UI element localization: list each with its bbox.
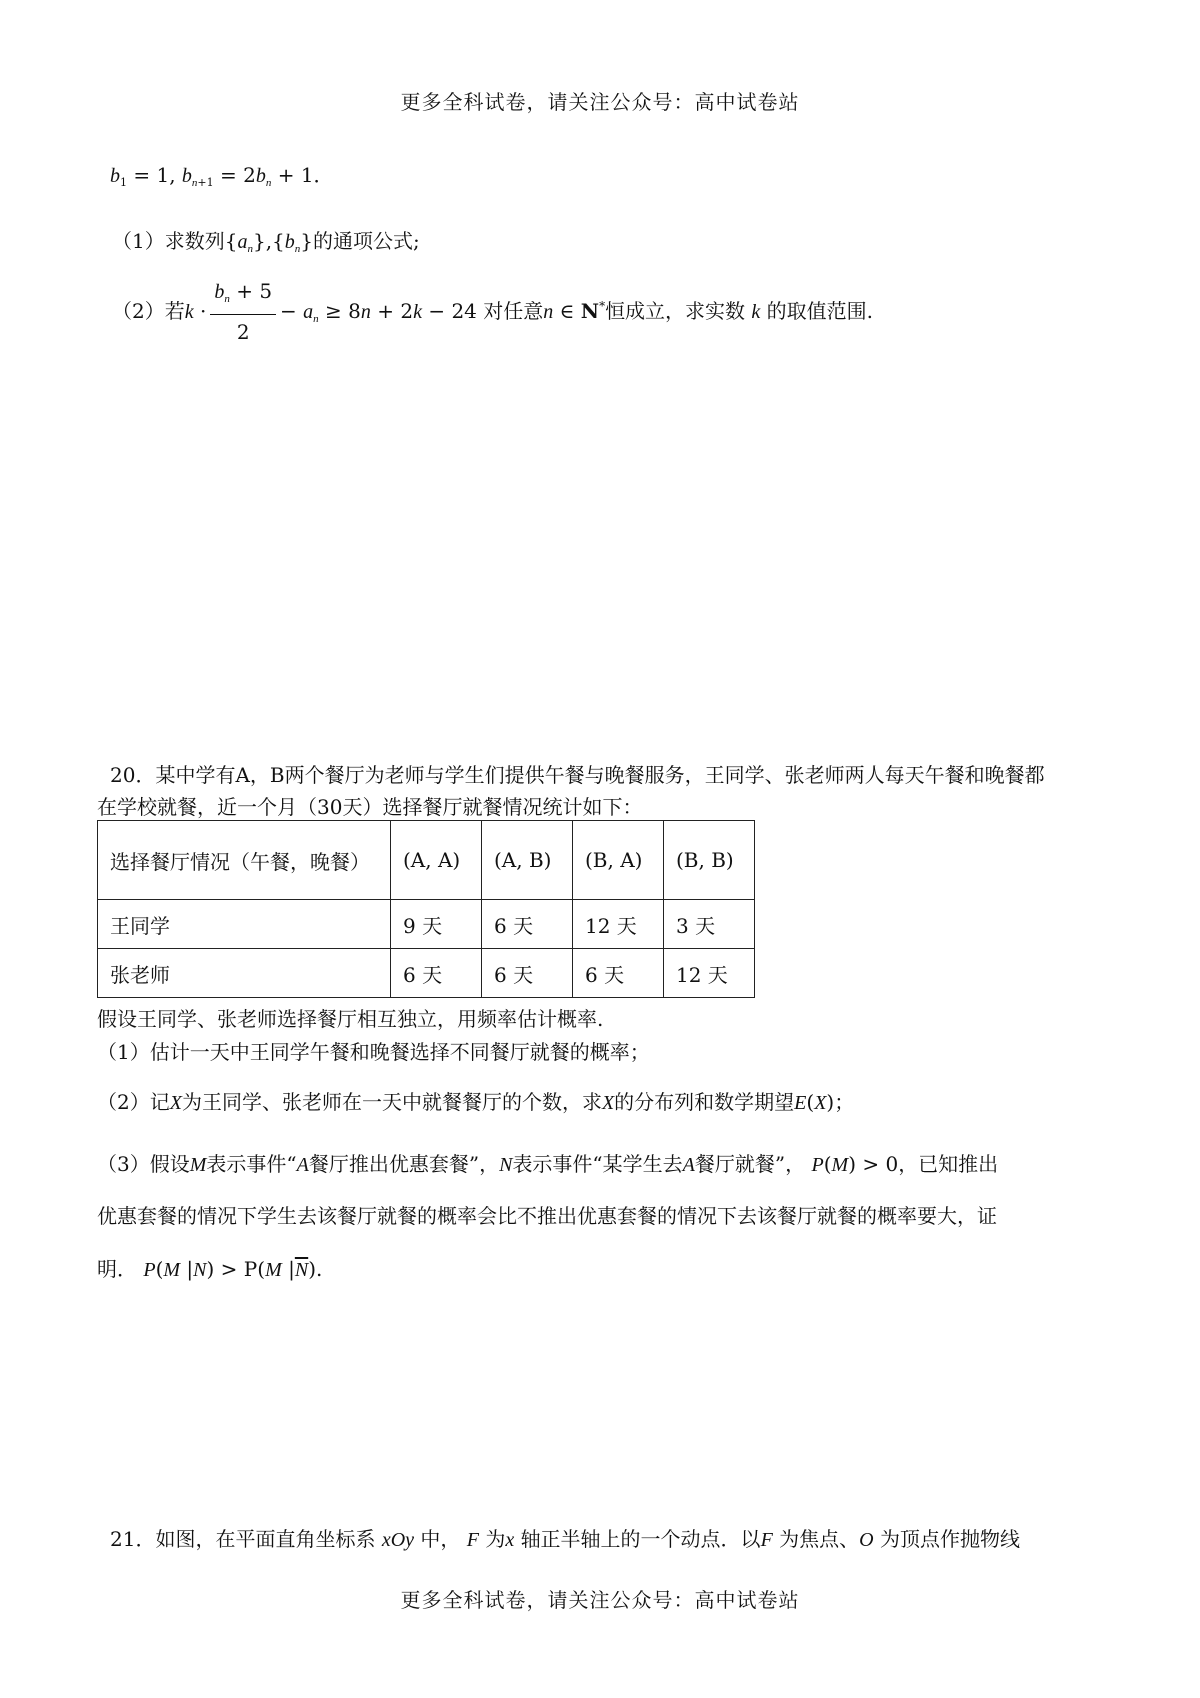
table-row (98, 900, 755, 949)
q19-intro-tail: ． (313, 163, 334, 187)
q20-part2-d: ； (834, 1090, 855, 1114)
q21-b: 中， (420, 1527, 461, 1551)
q19-part1-text: 求数列 (164, 229, 225, 253)
table-header-cell: (B, A) (573, 821, 664, 900)
q21-line1: 21．如图，在平面直角坐标系 xOy 中， F 为x 轴正半轴上的一个动点．以F 为焦点、O 为顶点作抛物线 (110, 1527, 1020, 1551)
q20-part3-c: 餐厅推出优惠套餐”， (308, 1152, 500, 1176)
q20-line2: 在学校就餐，近一个月（30天）选择餐厅就餐情况统计如下： (97, 795, 643, 819)
q20-line1: 20．某中学有A，B两个餐厅为老师与学生们提供午餐与晚餐服务，王同学、张老师两人每天午餐和晚餐都 (110, 763, 1045, 787)
table-cell: 王同学 (98, 900, 391, 949)
table-cell: 6 天 (482, 900, 573, 949)
table-row (98, 949, 755, 998)
table-cell: 12 天 (664, 949, 755, 998)
q20-part2-b: 为王同学、张老师在一天中就餐餐厅的个数，求 (181, 1090, 602, 1114)
table-cell: 6 天 (391, 949, 482, 998)
table-cell: 6 天 (573, 949, 664, 998)
q20-part2-a: （2）记 (97, 1090, 170, 1114)
table-cell: 6 天 (482, 949, 573, 998)
q20-part1: （1）估计一天中王同学午餐和晚餐选择不同餐厅就餐的概率； (97, 1040, 650, 1064)
q20-part3-e: 餐厅就餐”， (694, 1152, 806, 1176)
q20-part3-end: . (316, 1257, 323, 1281)
q20-part3-f: ，已知推出 (898, 1152, 999, 1176)
q19-part1: （1）求数列$\{a_n\},\{b_n\}$的通项公式; (112, 229, 420, 255)
q19-fraction: $\frac{b_n + 5}{2}$ (210, 276, 276, 349)
q20-part2: （2）记X为王同学、张老师在一天中就餐餐厅的个数，求X的分布列和数学期望E(X)； (97, 1090, 855, 1114)
q19-part1-label: （1） (112, 229, 165, 253)
table-header-row (98, 821, 755, 900)
table-header-cell: (A, A) (391, 821, 482, 900)
page-footer: 更多全科试卷，请关注公众号：高中试卷站 (400, 1588, 800, 1612)
q21-d: 轴正半轴上的一个动点．以 (520, 1527, 761, 1551)
q21-c: 为 (485, 1527, 506, 1551)
table-cell: 3 天 (664, 900, 755, 949)
q21-a: 21．如图，在平面直角坐标系 (110, 1527, 376, 1551)
table-header-cell: 选择餐厅情况（午餐，晚餐） (98, 821, 391, 900)
table-cell: 9 天 (391, 900, 482, 949)
q20-part3-line3: 明． P(M |N) > P(M $|\overline{N}$). (97, 1257, 323, 1281)
q19-part2-mid: 对任意 (483, 299, 544, 323)
q21-e: 为焦点、 (779, 1527, 860, 1551)
q19-part2-if: 若 (164, 299, 185, 323)
table-header-cell: (A, B) (482, 821, 573, 900)
q20-part3-line3-text: 明． (97, 1257, 137, 1281)
q19-part2-tail: 的取值范围. (766, 299, 874, 323)
q19-part2-label: （2） (112, 299, 165, 323)
table-header-cell: (B, B) (664, 821, 755, 900)
meal-stat-table (97, 820, 755, 998)
q20-part3-d: 表示事件“某学生去 (512, 1152, 683, 1176)
q19-part2: （2）若k · $\frac{b_n + 5}{2}$ − $a_n \ge 8n + 2k - 24$ 对任意n ∈ N*恒成立，求实数 k 的取值范围. (112, 276, 873, 349)
q20-assumption: 假设王同学、张老师选择餐厅相互独立，用频率估计概率. (97, 1007, 604, 1031)
q20-part3-a: （3）假设 (97, 1152, 190, 1176)
q19-part2-mid2: 恒成立，求实数 (605, 299, 746, 323)
table-cell: 12 天 (573, 900, 664, 949)
q19-intro-line: $b_1 = 1$, $b_{n+1} = 2b_n + 1$． (110, 163, 334, 189)
q19-part1-tail: 的通项公式; (313, 229, 420, 253)
q21-f: 为顶点作抛物线 (879, 1527, 1020, 1551)
q20-part3-line1: （3）假设M表示事件“A餐厅推出优惠套餐”，N表示事件“某学生去A餐厅就餐”， P(M) > 0，已知推出 (97, 1152, 999, 1176)
table-cell: 张老师 (98, 949, 391, 998)
q20-part3-line2: 优惠套餐的情况下学生去该餐厅就餐的概率会比不推出优惠套餐的情况下去该餐厅就餐的概率要大，证 (97, 1204, 997, 1228)
page-header: 更多全科试卷，请关注公众号：高中试卷站 (400, 90, 800, 114)
q20-part2-c: 的分布列和数学期望 (614, 1090, 795, 1114)
q20-part3-b: 表示事件“ (206, 1152, 297, 1176)
